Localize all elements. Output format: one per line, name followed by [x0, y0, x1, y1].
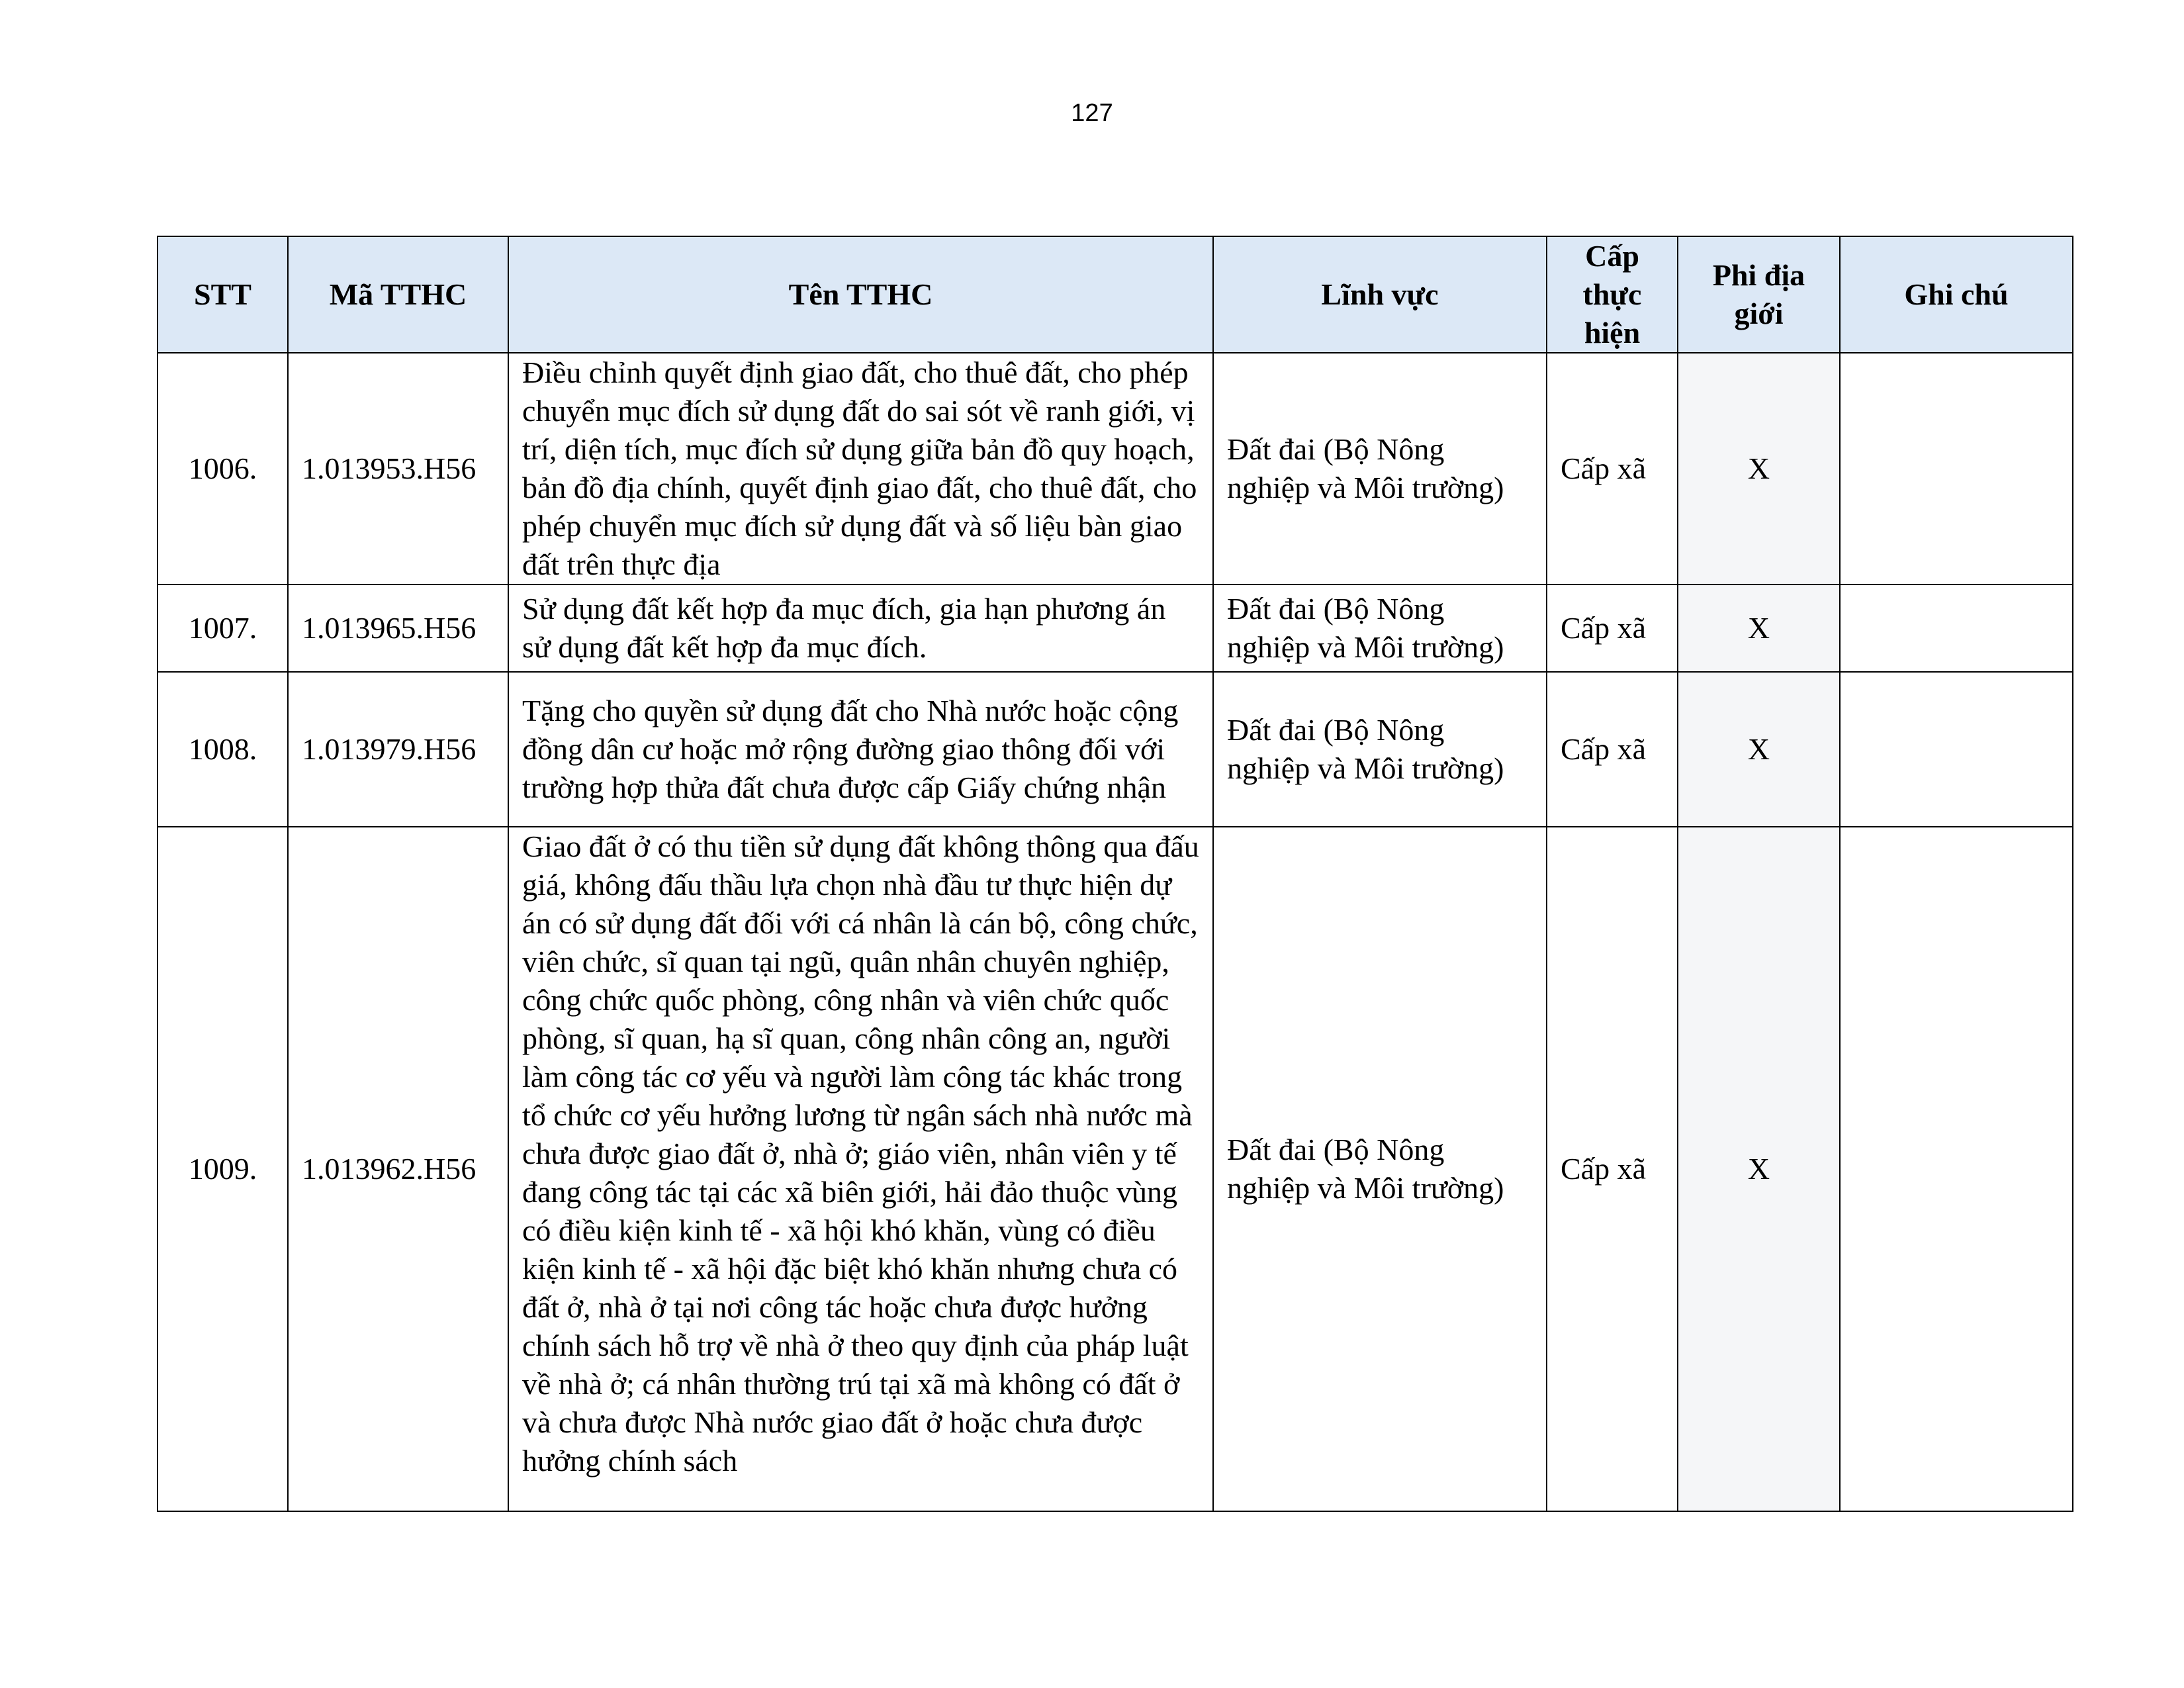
cell-ghi-chu — [1840, 585, 2073, 672]
table-row — [158, 827, 2073, 1511]
header-stt: STT — [158, 236, 288, 353]
cell-cap-thuc-hien: Cấp xã — [1547, 585, 1678, 672]
header-ten-tthc: Tên TTHC — [508, 236, 1213, 353]
cell-linh-vuc: Đất đai (Bộ Nông nghiệp và Môi trường) — [1213, 353, 1547, 585]
header-ma-tthc: Mã TTHC — [288, 236, 508, 353]
cell-cap-thuc-hien: Cấp xã — [1547, 827, 1678, 1511]
cell-linh-vuc: Đất đai (Bộ Nông nghiệp và Môi trường) — [1213, 672, 1547, 827]
header-ghi-chu: Ghi chú — [1840, 236, 2073, 353]
page-number: 127 — [1071, 99, 1113, 127]
table-row — [158, 353, 2073, 585]
cell-ten-tthc: Sử dụng đất kết hợp đa mục đích, gia hạn phương án sử dụng đất kết hợp đa mục đích. — [508, 585, 1213, 672]
cell-cap-thuc-hien: Cấp xã — [1547, 672, 1678, 827]
header-linh-vuc: Lĩnh vực — [1213, 236, 1547, 353]
cell-stt: 1009. — [158, 827, 288, 1511]
cell-ma-tthc: 1.013965.H56 — [288, 585, 508, 672]
cell-phi-dia-gioi: X — [1678, 585, 1840, 672]
cell-ghi-chu — [1840, 672, 2073, 827]
cell-ten-tthc: Điều chỉnh quyết định giao đất, cho thuê đất, cho phép chuyển mục đích sử dụng đất do sai sót về ranh giới, vị trí, diện tích, mục đích sử dụng giữa bản đồ quy hoạch, bản đồ địa chính, quyết định giao đất, cho thuê đất, cho phép chuyển mục đích sử dụng đất và số liệu bàn giao đất trên thực địa — [508, 353, 1213, 585]
cell-stt: 1006. — [158, 353, 288, 585]
cell-stt: 1007. — [158, 585, 288, 672]
table-row — [158, 585, 2073, 672]
cell-stt: 1008. — [158, 672, 288, 827]
cell-phi-dia-gioi: X — [1678, 672, 1840, 827]
header-cap-thuc-hien: Cấp thực hiện — [1547, 236, 1678, 353]
cell-ma-tthc: 1.013979.H56 — [288, 672, 508, 827]
cell-ma-tthc: 1.013962.H56 — [288, 827, 508, 1511]
cell-ten-tthc: Giao đất ở có thu tiền sử dụng đất không thông qua đấu giá, không đấu thầu lựa chọn nhà đầu tư thực hiện dự án có sử dụng đất đối với cá nhân là cán bộ, công chức, viên chức, sĩ quan tại ngũ, quân nhân chuyên nghiệp, công chức quốc phòng, công nhân và viên chức quốc phòng, sĩ quan, hạ sĩ quan, công nhân công an, người làm công tác cơ yếu và người làm công tác khác trong tổ chức cơ yếu hưởng lương từ ngân sách nhà nước mà chưa được giao đất ở, nhà ở; giáo viên, nhân viên y tế đang công tác tại các xã biên giới, hải đảo thuộc vùng có điều kiện kinh tế - xã hội khó khăn, vùng có điều kiện kinh tế - xã hội đặc biệt khó khăn nhưng chưa có đất ở, nhà ở tại nơi công tác hoặc chưa được hưởng chính sách hỗ trợ về nhà ở theo quy định của pháp luật về nhà ở; cá nhân thường trú tại xã mà không có đất ở và chưa được Nhà nước giao đất ở hoặc chưa được hưởng chính sách — [508, 827, 1213, 1511]
cell-ghi-chu — [1840, 353, 2073, 585]
cell-cap-thuc-hien: Cấp xã — [1547, 353, 1678, 585]
cell-ten-tthc: Tặng cho quyền sử dụng đất cho Nhà nước hoặc cộng đồng dân cư hoặc mở rộng đường giao thông đối với trường hợp thửa đất chưa được cấp Giấy chứng nhận — [508, 672, 1213, 827]
cell-linh-vuc: Đất đai (Bộ Nông nghiệp và Môi trường) — [1213, 827, 1547, 1511]
procedures-table — [157, 236, 2073, 1512]
table-header-row — [158, 236, 2073, 353]
table-row — [158, 672, 2073, 827]
cell-phi-dia-gioi: X — [1678, 827, 1840, 1511]
header-phi-dia-gioi: Phi địa giới — [1678, 236, 1840, 353]
cell-phi-dia-gioi: X — [1678, 353, 1840, 585]
cell-ghi-chu — [1840, 827, 2073, 1511]
cell-linh-vuc: Đất đai (Bộ Nông nghiệp và Môi trường) — [1213, 585, 1547, 672]
cell-ma-tthc: 1.013953.H56 — [288, 353, 508, 585]
